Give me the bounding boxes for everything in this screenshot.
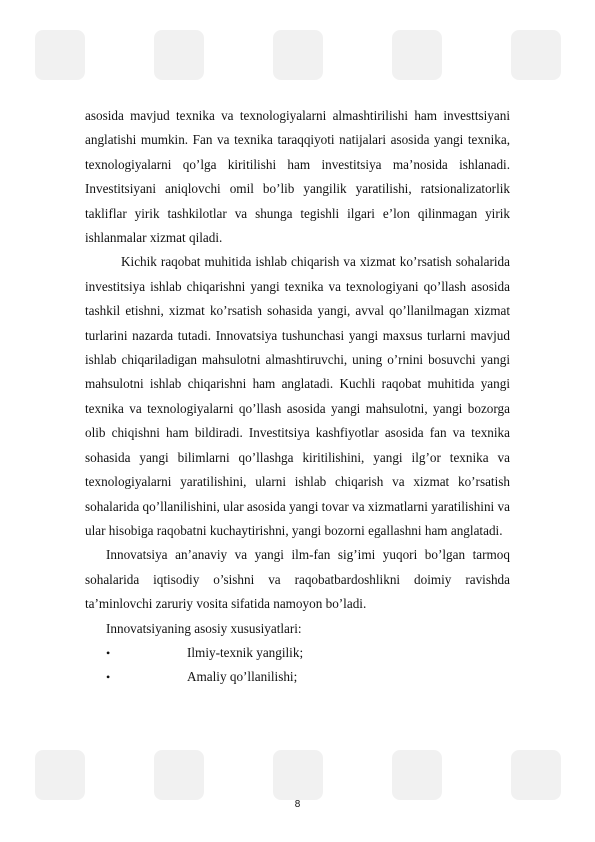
list-item bbox=[85, 641, 510, 665]
bullet-icon: • bbox=[106, 645, 111, 660]
page-number: 8 bbox=[294, 799, 301, 810]
paragraph-3: Innovatsiya an’anaviy va yangi ilm-fan sig’imi yuqori bo’lgan tarmoq sohalarida iqtisodiy o’sishni va raqobatbardoshlikni doimiy ravishda ta’minlovchi zaruriy vosita sifatida namoyon bo’ladi. bbox=[85, 547, 510, 612]
bullet-icon: • bbox=[106, 670, 111, 685]
list-item bbox=[85, 665, 510, 689]
watermark-icon bbox=[263, 20, 333, 90]
watermark-icon bbox=[144, 20, 214, 90]
watermark-icon bbox=[501, 20, 571, 90]
list-item-text: Ilmiy-texnik yangilik; bbox=[187, 644, 304, 660]
watermark-icon bbox=[25, 20, 95, 90]
document-body bbox=[85, 104, 510, 690]
paragraph-1: asosida mavjud texnika va texnologiyalarni almashtirilishi ham investtsiyani anglatishi mumkin. Fan va texnika taraqqiyoti natijalari asosida yangi texnika, texnologiyalarni qo’lga kiritilishi ham investitsiya ma’nosida ishlanadi. Investitsiyani aniqlovchi omil bo’lib yangilik yaratilishi, ratsionalizatorlik takliflar yirik tashkilotlar va shunga tegishli ilgari e’lon qilinmagan yirik ishlanmalar xizmat qiladi. bbox=[85, 108, 510, 246]
watermark-row bbox=[0, 20, 595, 100]
list-item-text: Amaliy qo’llanilishi; bbox=[187, 669, 298, 685]
list-intro: Innovatsiyaning asosiy xususiyatlari: bbox=[106, 620, 302, 636]
paragraph-2: Kichik raqobat muhitida ishlab chiqarish va xizmat ko’rsatish sohalarida investitsiya ishlab chiqarishni yangi texnika va texnologiyani qo’llash asosida tashkil etishni, xizmat ko’rsatish sohasida yangi, avval qo’llanilmagan xizmat turlarini nazarda tutadi. Innovatsiya tushunchasi yangi maxsus turlarni mavjud ishlab chiqariladigan mahsulotni almashtiruvchi, uning o’rnini bosuvchi yangi mahsulotni ishlab chiqarishni ham anglatadi. Kuchli raqobat muhitida yangi texnika va texnologiyalarni qo’llash asosida yangi mahsulotni, yangi bozorga olib chiqishni ham bildiradi. Investitsiya kashfiyotlar asosida fan va texnika sohasida yangi bilimlarni qo’llashga kiritilishini, yangi ilg’or texnika va texnologiyalarni yaratilishini, ularni ishlab chiqarish va xizmat ko’rsatish sohalarida qo’llanilishini, ular asosida yangi tovar va xizmatlarni yaratilishini va ular hisobiga raqobatni kuchaytirishni, yangi bozorni egallashni ham anglatadi. bbox=[85, 254, 510, 538]
watermark-icon bbox=[382, 20, 452, 90]
